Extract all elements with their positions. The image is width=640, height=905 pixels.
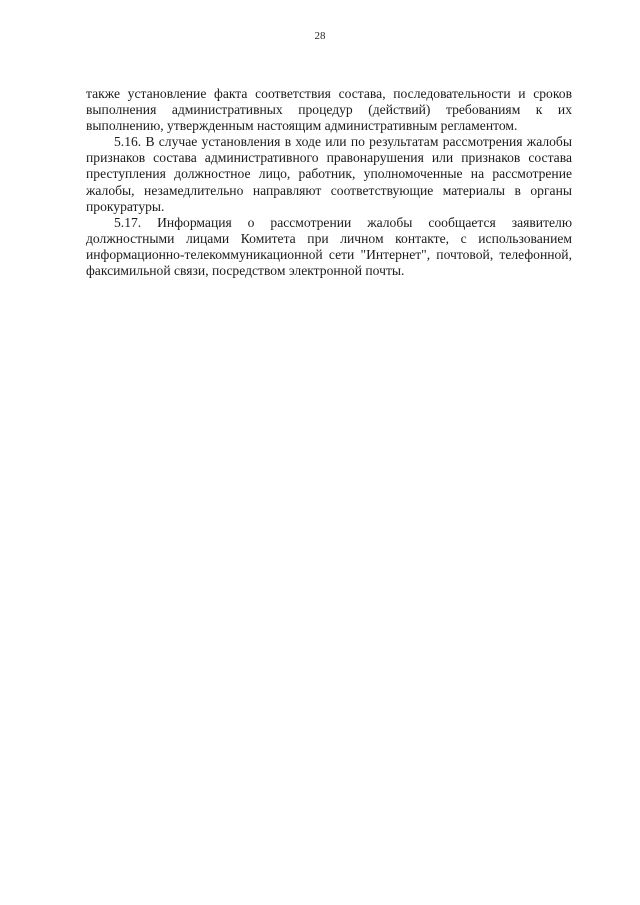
paragraph-5-17: 5.17. Информация о рассмотрении жалобы сообщается заявителю должностными лицами Комитета при личном контакте, с использованием информационно-телекоммуникационной сети "Интернет", почтовой, телефонной, факсимильной связи, посредством электронной почты. (86, 214, 572, 279)
document-body (86, 86, 572, 279)
paragraph-5-16: 5.16. В случае установления в ходе или по результатам рассмотрения жалобы признаков состава административного правонарушения или признаков состава преступления должностное лицо, работник, уполномоченные на рассмотрение жалобы, незамедлительно направляют соответствующие материалы в органы прокуратуры. (86, 134, 572, 214)
page-number: 28 (314, 30, 326, 42)
paragraph-continuation: также установление факта соответствия состава, последовательности и сроков выполнения административных процедур (действий) требованиям к их выполнению, утвержденным настоящим административным регламентом. (86, 86, 572, 134)
